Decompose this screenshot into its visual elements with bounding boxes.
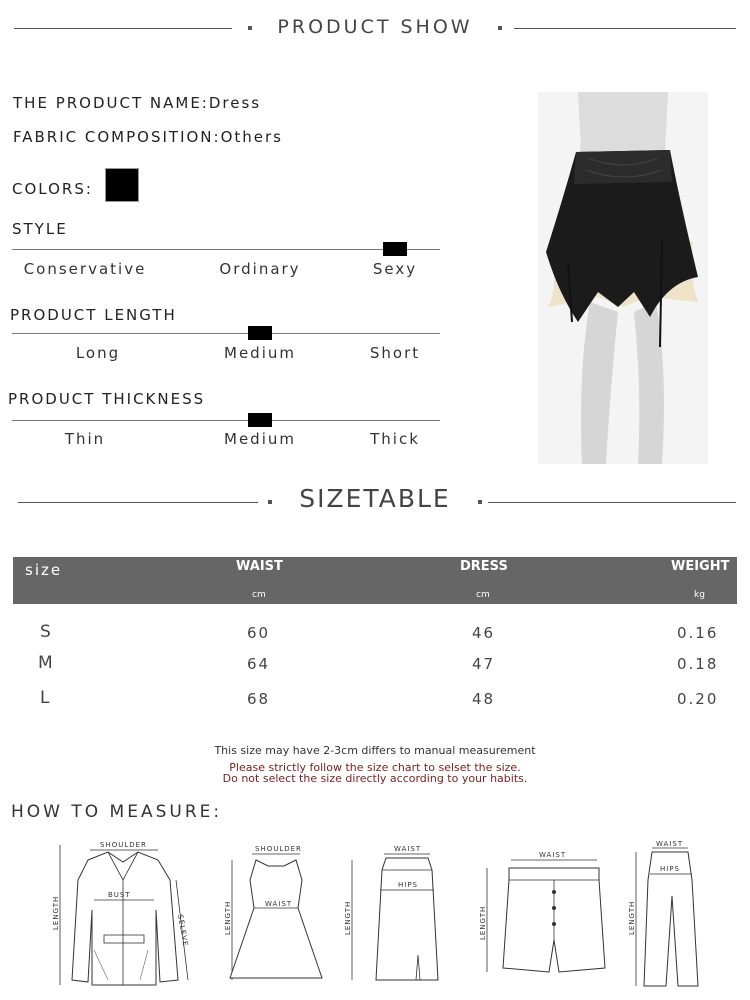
pants-length-label: LENGTH [628, 900, 636, 935]
scale-track [12, 249, 440, 250]
pants-waist-label: WAIST [656, 840, 684, 848]
dress-waist-label: WAIST [265, 900, 293, 908]
jacket-bust-label: BUST [108, 891, 131, 899]
scale-option: Medium [224, 430, 296, 448]
scale-marker [383, 242, 407, 256]
column-header-weight: WEIGHT [671, 559, 730, 574]
cell-weight: 0.20 [677, 690, 719, 708]
size-table-header [13, 557, 737, 604]
header-divider-right [488, 502, 736, 503]
scale-marker [248, 413, 272, 427]
how-to-measure-title: HOW TO MEASURE: [11, 802, 223, 822]
size-warning-1: Please strictly follow the size chart to selset the size. [229, 761, 521, 774]
cell-dress: 46 [472, 624, 496, 642]
cell-size: M [38, 653, 55, 673]
colors-label: COLORS: [12, 180, 93, 198]
skirt-waist-label: WAIST [394, 845, 422, 853]
scale-title: STYLE [12, 220, 68, 238]
cell-dress: 47 [472, 655, 496, 673]
color-swatch-black[interactable] [105, 168, 139, 202]
scale-option: Conservative [23, 260, 147, 278]
cell-waist: 60 [247, 624, 271, 642]
scale-title: PRODUCT THICKNESS [8, 390, 206, 408]
column-header-waist: WAIST [236, 559, 283, 574]
scale-marker [248, 326, 272, 340]
column-unit-dress: cm [476, 590, 490, 600]
product-name: THE PRODUCT NAME:Dress [13, 94, 262, 112]
column-unit-weight: kg [694, 590, 705, 600]
dress-measure-diagram [210, 840, 330, 990]
scale-track [12, 420, 440, 421]
pants-hips-label: HIPS [660, 865, 680, 873]
cell-waist: 68 [247, 690, 271, 708]
dress-length-label: LENGTH [224, 900, 232, 935]
cell-size: L [40, 688, 52, 708]
measurement-note: This size may have 2-3cm differs to manual measurement [214, 744, 536, 757]
shorts-waist-label: WAIST [539, 851, 567, 859]
header-dot-right [498, 26, 502, 30]
section-title: SIZETABLE [299, 484, 451, 513]
shorts-length-label: LENGTH [479, 905, 487, 940]
scale-option: Long [75, 344, 121, 362]
jacket-shoulder-label: SHOULDER [100, 841, 147, 849]
length-scale [10, 306, 440, 366]
style-scale [10, 220, 440, 280]
column-header-size: size [25, 561, 63, 579]
column-header-dress: DRESS [460, 559, 508, 574]
sizetable-header [0, 482, 750, 516]
jacket-measure-diagram [48, 840, 198, 990]
header-divider-right [514, 28, 736, 29]
scale-title: PRODUCT LENGTH [10, 306, 177, 324]
cell-size: S [40, 622, 53, 642]
scale-option: Medium [224, 344, 296, 362]
cell-weight: 0.18 [677, 655, 719, 673]
scale-option: Thick [370, 430, 420, 448]
thickness-scale [10, 390, 440, 450]
skirt-length-label: LENGTH [344, 900, 352, 935]
jacket-length-label: LENGTH [52, 895, 60, 930]
scale-track [12, 333, 440, 334]
dress-shoulder-label: SHOULDER [255, 845, 302, 853]
column-unit-waist: cm [252, 590, 266, 600]
scale-option: Sexy [372, 260, 418, 278]
size-warning-2: Do not select the size directly according to your habits. [222, 772, 528, 785]
header-dot-right [478, 500, 482, 504]
cell-waist: 64 [247, 655, 271, 673]
jacket-sleeve-label: SELEVE [176, 913, 190, 948]
shorts-measure-diagram [475, 840, 615, 990]
scale-option: Short [369, 344, 421, 362]
product-show-header [0, 14, 750, 44]
section-title: PRODUCT SHOW [277, 16, 473, 38]
fabric-composition: FABRIC COMPOSITION:Others [13, 128, 283, 146]
skirt-hips-label: HIPS [398, 881, 418, 889]
cell-weight: 0.16 [677, 624, 719, 642]
scale-option: Thin [64, 430, 106, 448]
cell-dress: 48 [472, 690, 496, 708]
skirt-measure-diagram [340, 840, 450, 990]
scale-option: Ordinary [219, 260, 301, 278]
product-photo [538, 92, 708, 464]
pants-measure-diagram [622, 840, 712, 990]
